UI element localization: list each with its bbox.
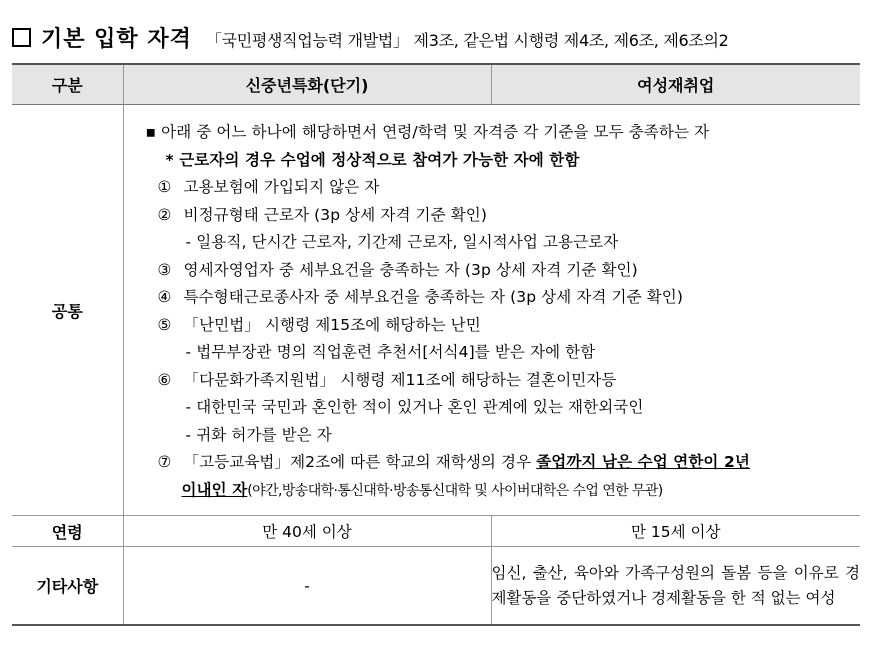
list-item: [138, 367, 851, 395]
item-text: 「난민법」 시행령 제15조에 해당하는 난민: [183, 315, 481, 334]
item-number: ①: [157, 178, 172, 196]
checkbox-square-icon: [12, 28, 31, 47]
item-number: ⑦: [157, 453, 172, 471]
item-number: ⑤: [157, 315, 172, 334]
item-tail-note: (야간,방송대학·통신대학·방송통신대학 및 사이버대학은 수업 연한 무관): [247, 482, 663, 499]
item-number: ④: [157, 288, 172, 306]
item-number: ③: [157, 260, 172, 279]
common-requirements: [123, 105, 860, 516]
other-women-reemployment: 임신, 출산, 육아와 가족구성원의 돌봄 등을 이유로 경제활동을 중단하였거나 경제활동을 한 적 없는 여성: [491, 547, 860, 626]
item-text: 특수형태근로종사자 중 세부요건을 충족하는 자 (3p 상세 자격 기준 확인): [183, 288, 683, 306]
intro-text: 아래 중 어느 하나에 해당하면서 연령/학력 및 자격증 각 기준을 모두 충족하는 자: [161, 123, 710, 141]
row-label-other: 기타사항: [12, 547, 123, 626]
age-women-reemployment: 만 15세 이상: [491, 516, 860, 547]
list-item: [138, 257, 851, 285]
list-item: [138, 284, 851, 312]
list-item: [138, 174, 851, 202]
item-text: 「고등교육법」제2조에 따른 학교의 재학생의 경우: [183, 453, 537, 471]
header-middle-aged-course: 신중년특화(단기): [123, 64, 491, 105]
table-row-age: [12, 516, 860, 547]
list-item: [138, 449, 851, 477]
row-label-age: 연령: [12, 516, 123, 547]
item-text: 고용보험에 가입되지 않은 자: [183, 178, 380, 196]
intro-line: [138, 119, 851, 147]
item-sub-text: - 대한민국 국민과 혼인한 적이 있거나 혼인 관계에 있는 재한외국인: [185, 398, 644, 416]
table-row-other: [12, 547, 860, 626]
header-women-reemployment: 여성재취업: [491, 64, 860, 105]
section-heading: [12, 22, 729, 54]
section-title: 기본 입학 자격: [41, 27, 192, 52]
item-continuation: [138, 477, 851, 506]
item-text: 비정규형태 근로자 (3p 상세 자격 기준 확인): [183, 205, 488, 224]
row-label-common: 공통: [12, 105, 123, 516]
admission-qualification-table: [12, 63, 860, 626]
item-number: ⑥: [157, 370, 172, 389]
age-middle-aged: 만 40세 이상: [123, 516, 491, 547]
list-item: [138, 312, 851, 340]
item-sub-text: - 법무부장관 명의 직업훈련 추천서[서식4]를 받은 자에 한함: [185, 343, 596, 361]
note-line: * 근로자의 경우 수업에 정상적으로 참여가 가능한 자에 한함: [165, 150, 580, 169]
emphasis-text: 이내인 자: [181, 480, 248, 499]
header-category: 구분: [12, 64, 123, 105]
item-text: 「다문화가족지원법」 시행령 제11조에 해당하는 결혼이민자등: [183, 370, 617, 389]
square-bullet-icon: ▪: [145, 123, 162, 141]
emphasis-text: 졸업까지 남은 수업 연한이 2년: [536, 453, 750, 471]
item-sub-text: - 일용직, 단시간 근로자, 기간제 근로자, 일시적사업 고용근로자: [185, 233, 619, 251]
item-text: 영세자영업자 중 세부요건을 충족하는 자 (3p 상세 자격 기준 확인): [183, 260, 638, 279]
list-item: [138, 202, 851, 230]
table-row-common: [12, 105, 860, 516]
other-middle-aged: -: [123, 547, 491, 626]
law-reference: 「국민평생직업능력 개발법」 제3조, 같은법 시행령 제4조, 제6조, 제6조의2: [205, 31, 729, 50]
item-number: ②: [157, 205, 172, 224]
item-sub-text: - 귀화 허가를 받은 자: [185, 425, 332, 444]
table-header-row: [12, 64, 860, 105]
